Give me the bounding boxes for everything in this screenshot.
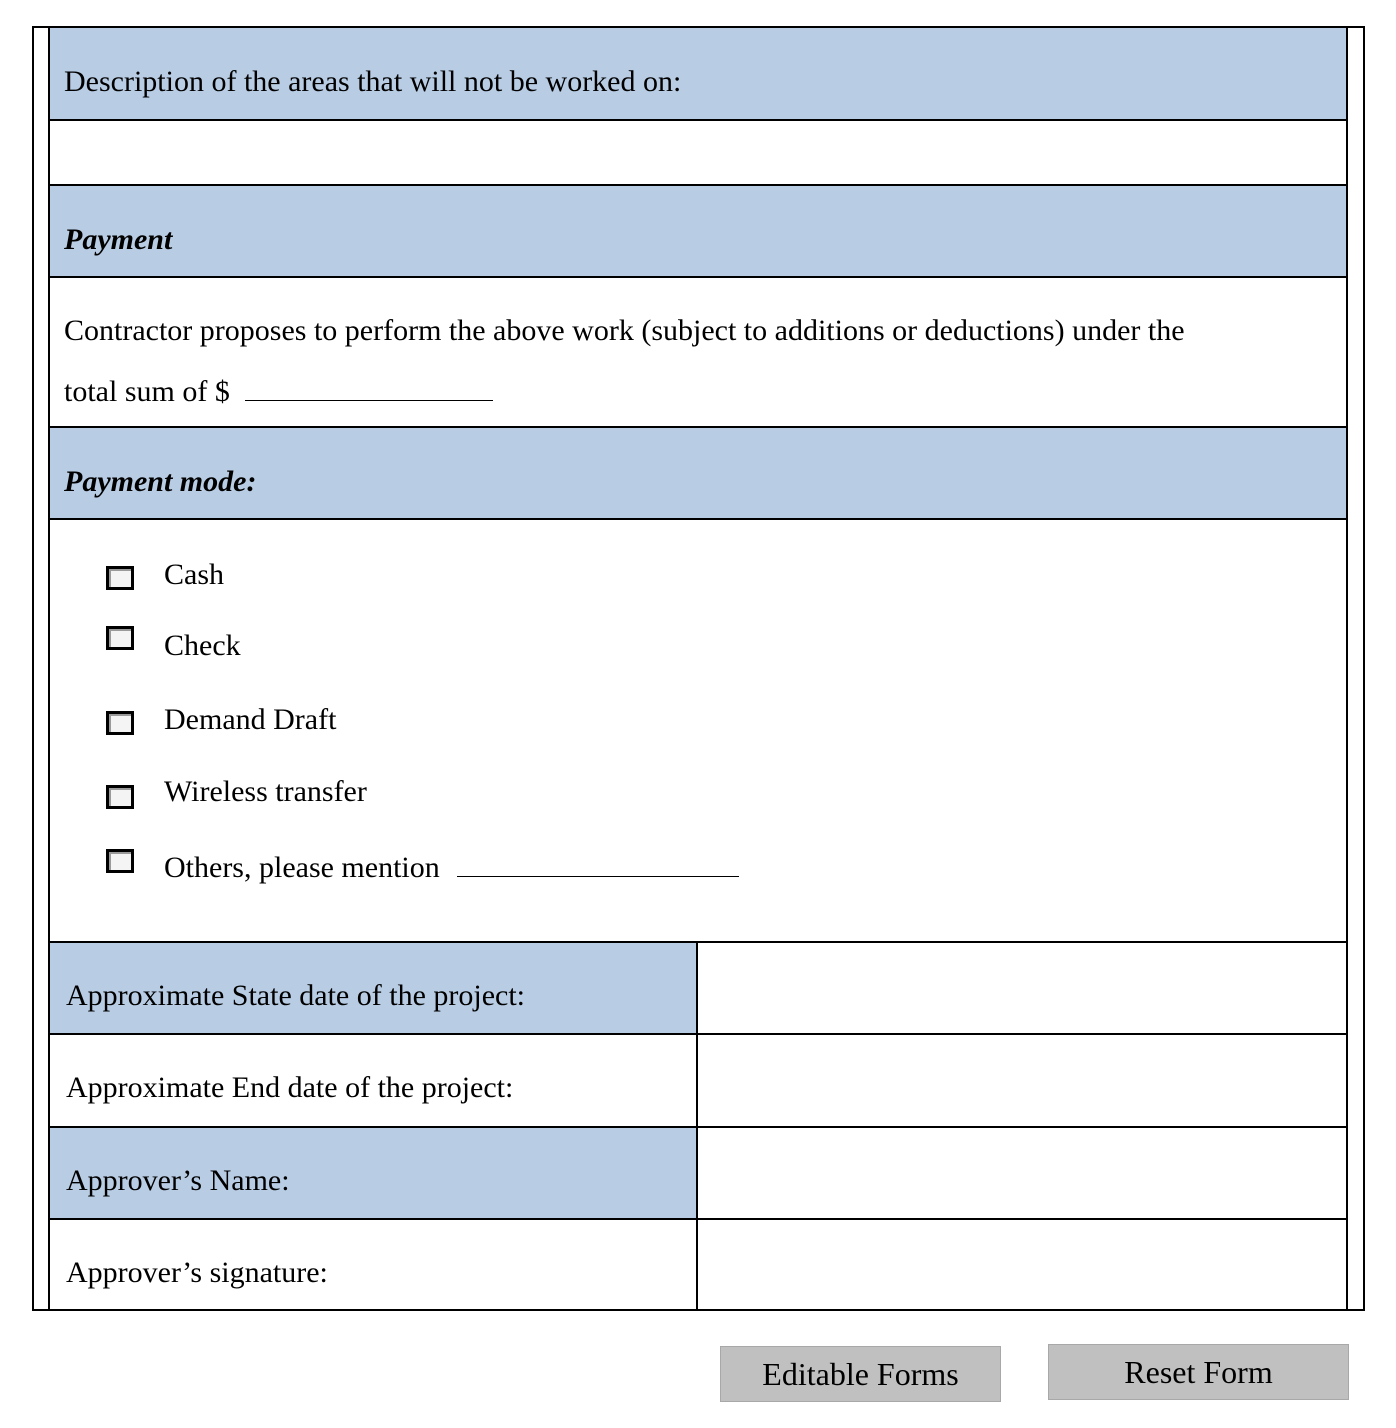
start-date-row	[48, 943, 1348, 1033]
check-checkbox[interactable]	[106, 626, 134, 650]
column-divider	[696, 943, 698, 1311]
cash-label: Cash	[164, 558, 224, 591]
others-label: Others, please mention	[164, 851, 440, 884]
approver-signature-label: Approver’s signature:	[66, 1256, 328, 1289]
others-option	[164, 846, 739, 886]
end-date-input[interactable]	[700, 1035, 1346, 1126]
start-date-input[interactable]	[700, 943, 1346, 1033]
end-date-row	[48, 1035, 1348, 1126]
start-date-label: Approximate State date of the project:	[66, 979, 526, 1012]
payment-header	[48, 186, 1348, 276]
editable-forms-button[interactable]: Editable Forms	[720, 1346, 1001, 1402]
payment-mode-options	[48, 520, 1348, 941]
contract-text-line2	[64, 370, 493, 410]
start-date-label-cell	[50, 943, 698, 1033]
demand-draft-checkbox[interactable]	[106, 711, 134, 735]
total-sum-label: total sum of $	[64, 375, 230, 408]
others-input[interactable]	[457, 846, 739, 877]
form-bottom-border	[48, 1309, 1348, 1311]
wireless-transfer-checkbox[interactable]	[106, 785, 134, 809]
reset-form-button[interactable]: Reset Form	[1048, 1344, 1349, 1400]
approver-name-label-cell	[50, 1128, 698, 1218]
approver-signature-input[interactable]	[700, 1220, 1346, 1310]
areas-not-worked-header	[48, 28, 1348, 120]
areas-not-worked-label: Description of the areas that will not be worked on:	[64, 65, 682, 98]
total-sum-input[interactable]	[245, 370, 493, 401]
contract-terms	[48, 278, 1348, 426]
approver-signature-row	[48, 1220, 1348, 1310]
end-date-label: Approximate End date of the project:	[66, 1071, 514, 1104]
approver-name-label: Approver’s Name:	[66, 1164, 290, 1197]
contract-text-line1: Contractor proposes to perform the above work (subject to additions or deductions) under the	[64, 314, 1185, 347]
cash-checkbox[interactable]	[106, 566, 134, 590]
areas-not-worked-field[interactable]	[48, 121, 1348, 184]
wireless-transfer-label: Wireless transfer	[164, 775, 367, 808]
others-checkbox[interactable]	[106, 849, 134, 873]
payment-mode-heading: Payment mode:	[64, 465, 257, 498]
payment-heading: Payment	[64, 223, 173, 256]
payment-mode-header	[48, 428, 1348, 518]
approver-name-row	[48, 1128, 1348, 1218]
demand-draft-label: Demand Draft	[164, 703, 337, 736]
approver-name-input[interactable]	[700, 1128, 1346, 1218]
check-label: Check	[164, 629, 241, 662]
